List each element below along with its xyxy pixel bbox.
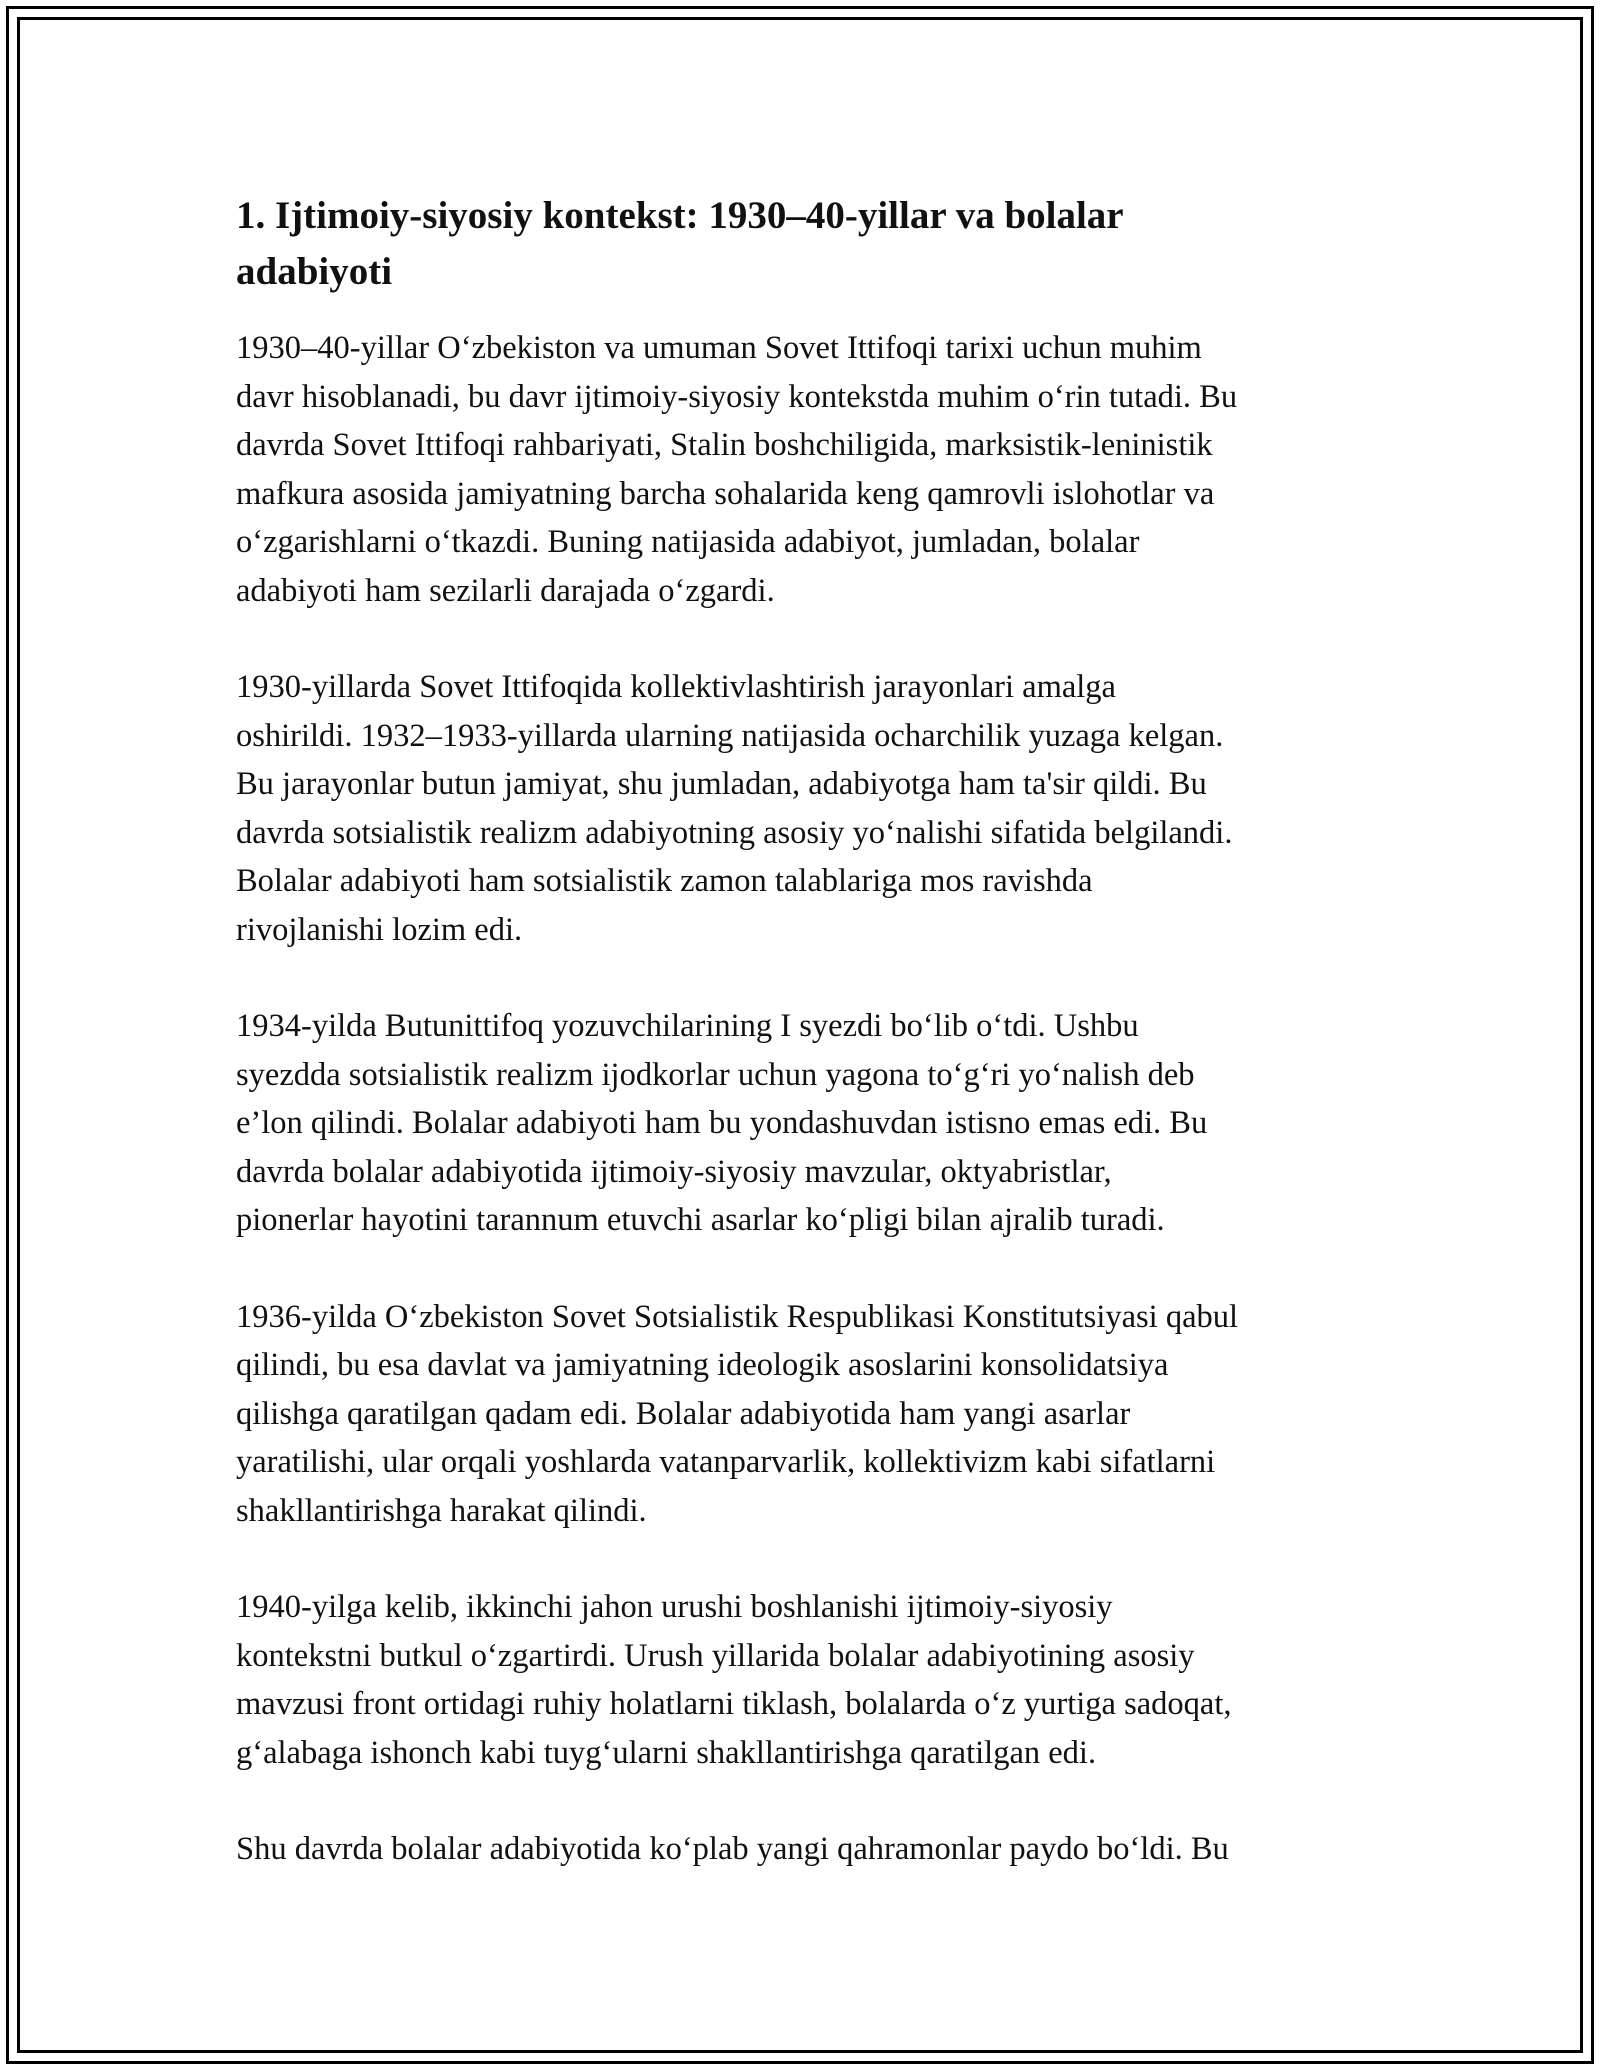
- paragraph: [236, 1825, 1386, 1874]
- text-line: oshirildi. 1932–1933-yillarda ularning natijasida ocharchilik yuzaga kelgan.: [236, 717, 1224, 754]
- paragraph: [236, 324, 1386, 615]
- section-heading: [236, 188, 1386, 300]
- text-line: Bolalar adabiyoti ham sotsialistik zamon talablariga mos ravishda: [236, 863, 1093, 899]
- text-line: 1930-yillarda Sovet Ittifoqida kollektivlashtirish jarayonlari amalga: [236, 669, 1116, 705]
- text-line: davr hisoblanadi, bu davr ijtimoiy-siyosiy kontekstda muhim o‘rin tutadi. Bu: [236, 378, 1238, 415]
- text-line: Bu jarayonlar butun jamiyat, shu jumladan, adabiyotga ham ta'sir qildi. Bu: [236, 766, 1207, 802]
- heading-line: 1. Ijtimoiy-siyosiy kontekst: 1930–40-yillar va bolalar: [236, 194, 1124, 237]
- text-line: yaratilishi, ular orqali yoshlarda vatanparvarlik, kollektivizm kabi sifatlarni: [236, 1444, 1216, 1480]
- paragraph: [236, 1002, 1386, 1245]
- paragraph: [236, 663, 1386, 954]
- text-line: e’lon qilindi. Bolalar adabiyoti ham bu yondashuvdan istisno emas edi. Bu: [236, 1105, 1208, 1141]
- text-line: qilishga qaratilgan qadam edi. Bolalar adabiyotida ham yangi asarlar: [236, 1395, 1131, 1432]
- heading-line: adabiyoti: [236, 250, 393, 293]
- text-line: 1930–40-yillar O‘zbekiston va umuman Sovet Ittifoqi tarixi uchun muhim: [236, 330, 1202, 366]
- text-line: mafkura asosida jamiyatning barcha sohalarida keng qamrovli islohotlar va: [236, 475, 1215, 512]
- text-line: kontekstni butkul o‘zgartirdi. Urush yillarida bolalar adabiyotining asosiy: [236, 1637, 1195, 1674]
- text-line: shakllantirishga harakat qilindi.: [236, 1492, 647, 1529]
- text-line: mavzusi front ortidagi ruhiy holatlarni tiklash, bolalarda o‘z yurtiga sadoqat,: [236, 1686, 1232, 1722]
- text-line: g‘alabaga ishonch kabi tuyg‘ularni shakllantirishga qaratilgan edi.: [236, 1734, 1097, 1771]
- text-line: 1936-yilda O‘zbekiston Sovet Sotsialistik Respublikasi Konstitutsiyasi qabul: [236, 1298, 1239, 1335]
- text-line: 1940-yilga kelib, ikkinchi jahon urushi boshlanishi ijtimoiy-siyosiy: [236, 1589, 1113, 1625]
- text-line: qilindi, bu esa davlat va jamiyatning ideologik asoslarini konsolidatsiya: [236, 1347, 1169, 1383]
- paragraph: [236, 1293, 1386, 1536]
- paragraph: [236, 1583, 1386, 1777]
- document-body: [236, 188, 1386, 1922]
- text-line: davrda Sovet Ittifoqi rahbariyati, Stalin boshchiligida, marksistik-leninistik: [236, 427, 1213, 463]
- text-line: Shu davrda bolalar adabiyotida ko‘plab yangi qahramonlar paydo bo‘ldi. Bu: [236, 1831, 1229, 1867]
- text-line: 1934-yilda Butunittifoq yozuvchilarining I syezdi bo‘lib o‘tdi. Ushbu: [236, 1008, 1139, 1044]
- text-line: syezdda sotsialistik realizm ijodkorlar uchun yagona to‘g‘ri yo‘nalish deb: [236, 1056, 1195, 1093]
- text-line: rivojlanishi lozim edi.: [236, 911, 523, 948]
- text-line: pionerlar hayotini tarannum etuvchi asarlar ko‘pligi bilan ajralib turadi.: [236, 1202, 1165, 1238]
- text-line: davrda bolalar adabiyotida ijtimoiy-siyosiy mavzular, oktyabristlar,: [236, 1153, 1112, 1190]
- text-line: adabiyoti ham sezilarli darajada o‘zgardi.: [236, 572, 775, 609]
- text-line: davrda sotsialistik realizm adabiyotning asosiy yo‘nalishi sifatida belgilandi.: [236, 814, 1233, 851]
- text-line: o‘zgarishlarni o‘tkazdi. Buning natijasida adabiyot, jumladan, bolalar: [236, 524, 1140, 560]
